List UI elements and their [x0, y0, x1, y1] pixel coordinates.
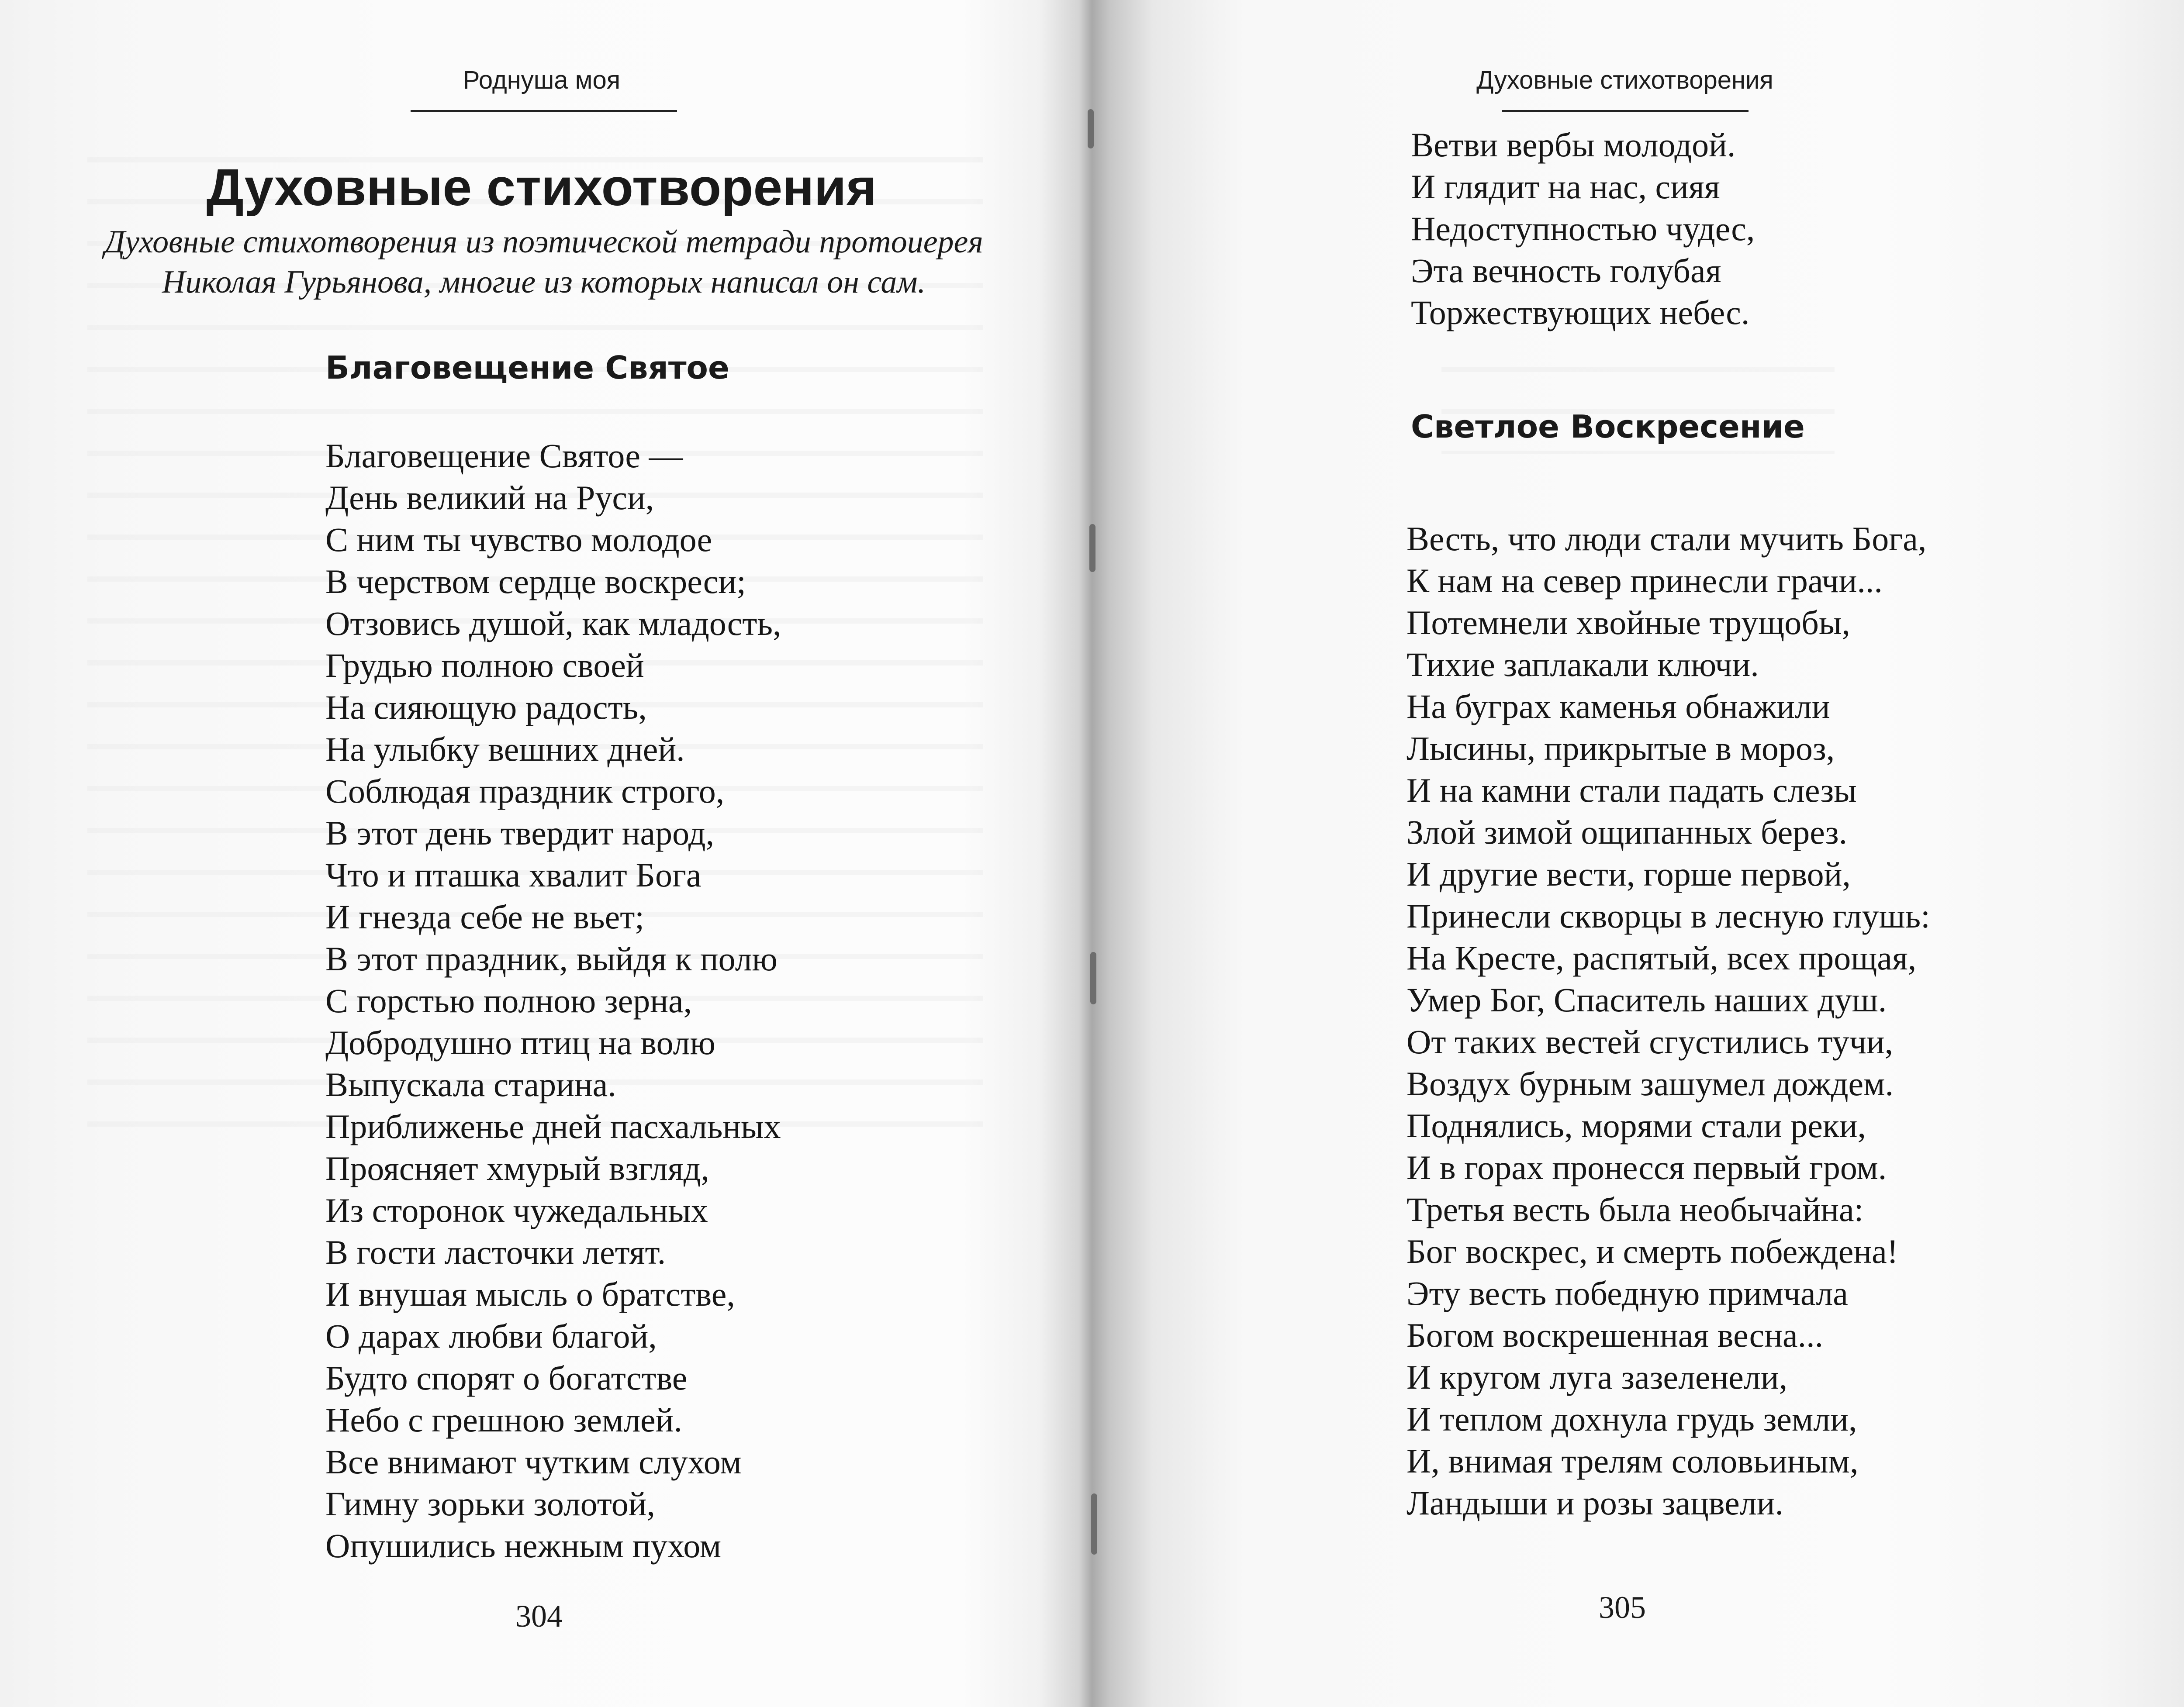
poem-line: Лысины, прикрытые в мороз,: [1406, 729, 1835, 767]
page-number: 304: [515, 1599, 563, 1634]
binding-thread-mark: [1090, 952, 1096, 1004]
poem-line: На Кресте, распятый, всех прощая,: [1406, 939, 1917, 977]
poem-body: [325, 435, 781, 1567]
poem-line: В этот день твердит народ,: [325, 814, 715, 852]
poem-continuation: [1411, 124, 1755, 334]
poem-line: Выпускала старина.: [325, 1066, 616, 1104]
poem-line: Воздух бурным зашумел дождем.: [1406, 1065, 1894, 1103]
poem-line: К нам на север принесли грачи...: [1406, 562, 1883, 600]
poem-line: Гимну зорьки золотой,: [325, 1485, 656, 1523]
poem-line: Ветви вербы молодой.: [1411, 126, 1736, 164]
poem-line: Бог воскрес, и смерть побеждена!: [1406, 1232, 1898, 1270]
poem-line: День великий на Руси,: [325, 479, 654, 517]
poem-line: Принесли скворцы в лесную глушь:: [1406, 897, 1930, 935]
poem-line: Эта вечность голубая: [1411, 252, 1721, 290]
poem-line: Богом воскрешенная весна...: [1406, 1316, 1824, 1354]
poem-line: От таких вестей сгустились тучи,: [1406, 1023, 1894, 1061]
section-title: Духовные стихотворения: [206, 158, 877, 217]
poem-line: На буграх каменья обнажили: [1406, 687, 1830, 725]
binding-thread-mark: [1088, 109, 1094, 148]
right-page: [1109, 0, 2184, 1707]
binding-thread-mark: [1089, 524, 1095, 572]
poem-line: И гнезда себе не вьет;: [325, 898, 644, 936]
poem-line: Эту весть победную примчала: [1406, 1274, 1848, 1312]
running-head: Духовные стихотворения: [1476, 66, 1773, 94]
poem-line: Будто спорят о богатстве: [325, 1359, 688, 1397]
poem-line: На улыбку вешних дней.: [325, 730, 685, 768]
poem-line: Приближенье дней пасхальных: [325, 1107, 781, 1145]
poem-line: О дарах любви благой,: [325, 1317, 657, 1355]
poem-line: Ландыши и розы зацвели.: [1406, 1484, 1783, 1522]
poem-line: И, внимая трелям соловьиным,: [1406, 1442, 1859, 1480]
page-number: 305: [1599, 1590, 1646, 1625]
poem-line: Злой зимой ощипанных берез.: [1406, 813, 1848, 851]
poem-line: Весть, что люди стали мучить Бога,: [1406, 520, 1927, 558]
poem-line: Третья весть была необычайна:: [1406, 1190, 1864, 1228]
poem-line: На сияющую радость,: [325, 688, 647, 726]
poem-line: В этот праздник, выйдя к полю: [325, 940, 778, 978]
poem-body: [1406, 518, 1930, 1524]
poem-line: Потемнели хвойные трущобы,: [1406, 603, 1850, 641]
poem-line: С горстью полною зерна,: [325, 982, 692, 1020]
poem-line: И на камни стали падать слезы: [1406, 771, 1857, 809]
poem-line: Недоступностью чудес,: [1411, 210, 1755, 248]
running-head-rule: [411, 110, 677, 112]
poem-line: В гости ласточки летят.: [325, 1233, 666, 1271]
poem-line: Опушились нежным пухом: [325, 1527, 722, 1565]
poem-line: Отзовись душой, как младость,: [325, 604, 781, 642]
poem-line: И другие вести, горше первой,: [1406, 855, 1851, 893]
running-head-rule: [1502, 110, 1749, 112]
poem-title: Благовещение Святое: [325, 349, 729, 386]
poem-line: И в горах пронесся первый гром.: [1406, 1148, 1887, 1186]
poem-title: Светлое Воскресение: [1411, 408, 1805, 445]
poem-line: В черством сердце воскреси;: [325, 562, 746, 600]
poem-line: Тихие заплакали ключи.: [1406, 645, 1759, 683]
poem-line: Благовещение Святое —: [325, 437, 683, 475]
poem-line: Умер Бог, Спаситель наших душ.: [1406, 981, 1887, 1019]
poem-line: И теплом дохнула грудь земли,: [1406, 1400, 1857, 1438]
poem-line: Проясняет хмурый взгляд,: [325, 1149, 709, 1187]
intro-paragraph: Духовные стихотворения из поэтической тетради протоиерея Николая Гурьянова, многие из которых написал он сам.: [104, 224, 983, 300]
poem-line: Из сторонок чужедальных: [325, 1191, 708, 1229]
poem-line: Что и пташка хвалит Бога: [325, 856, 702, 894]
poem-line: Соблюдая праздник строго,: [325, 772, 725, 810]
poem-line: С ним ты чувство молодое: [325, 521, 712, 559]
poem-line: Грудью полною своей: [325, 646, 644, 684]
poem-line: Добродушно птиц на волю: [325, 1024, 715, 1062]
running-head: Роднуша моя: [463, 66, 621, 94]
poem-line: Небо с грешною землей.: [325, 1401, 683, 1439]
left-page: [0, 0, 1083, 1707]
poem-line: И кругом луга зазеленели,: [1406, 1358, 1788, 1396]
poem-line: Торжествующих небес.: [1411, 293, 1750, 331]
poem-line: И глядит на нас, сияя: [1411, 168, 1720, 206]
poem-line: Все внимают чутким слухом: [325, 1443, 742, 1481]
binding-thread-mark: [1091, 1493, 1097, 1555]
poem-line: Поднялись, морями стали реки,: [1406, 1107, 1866, 1145]
poem-line: И внушая мысль о братстве,: [325, 1275, 735, 1313]
